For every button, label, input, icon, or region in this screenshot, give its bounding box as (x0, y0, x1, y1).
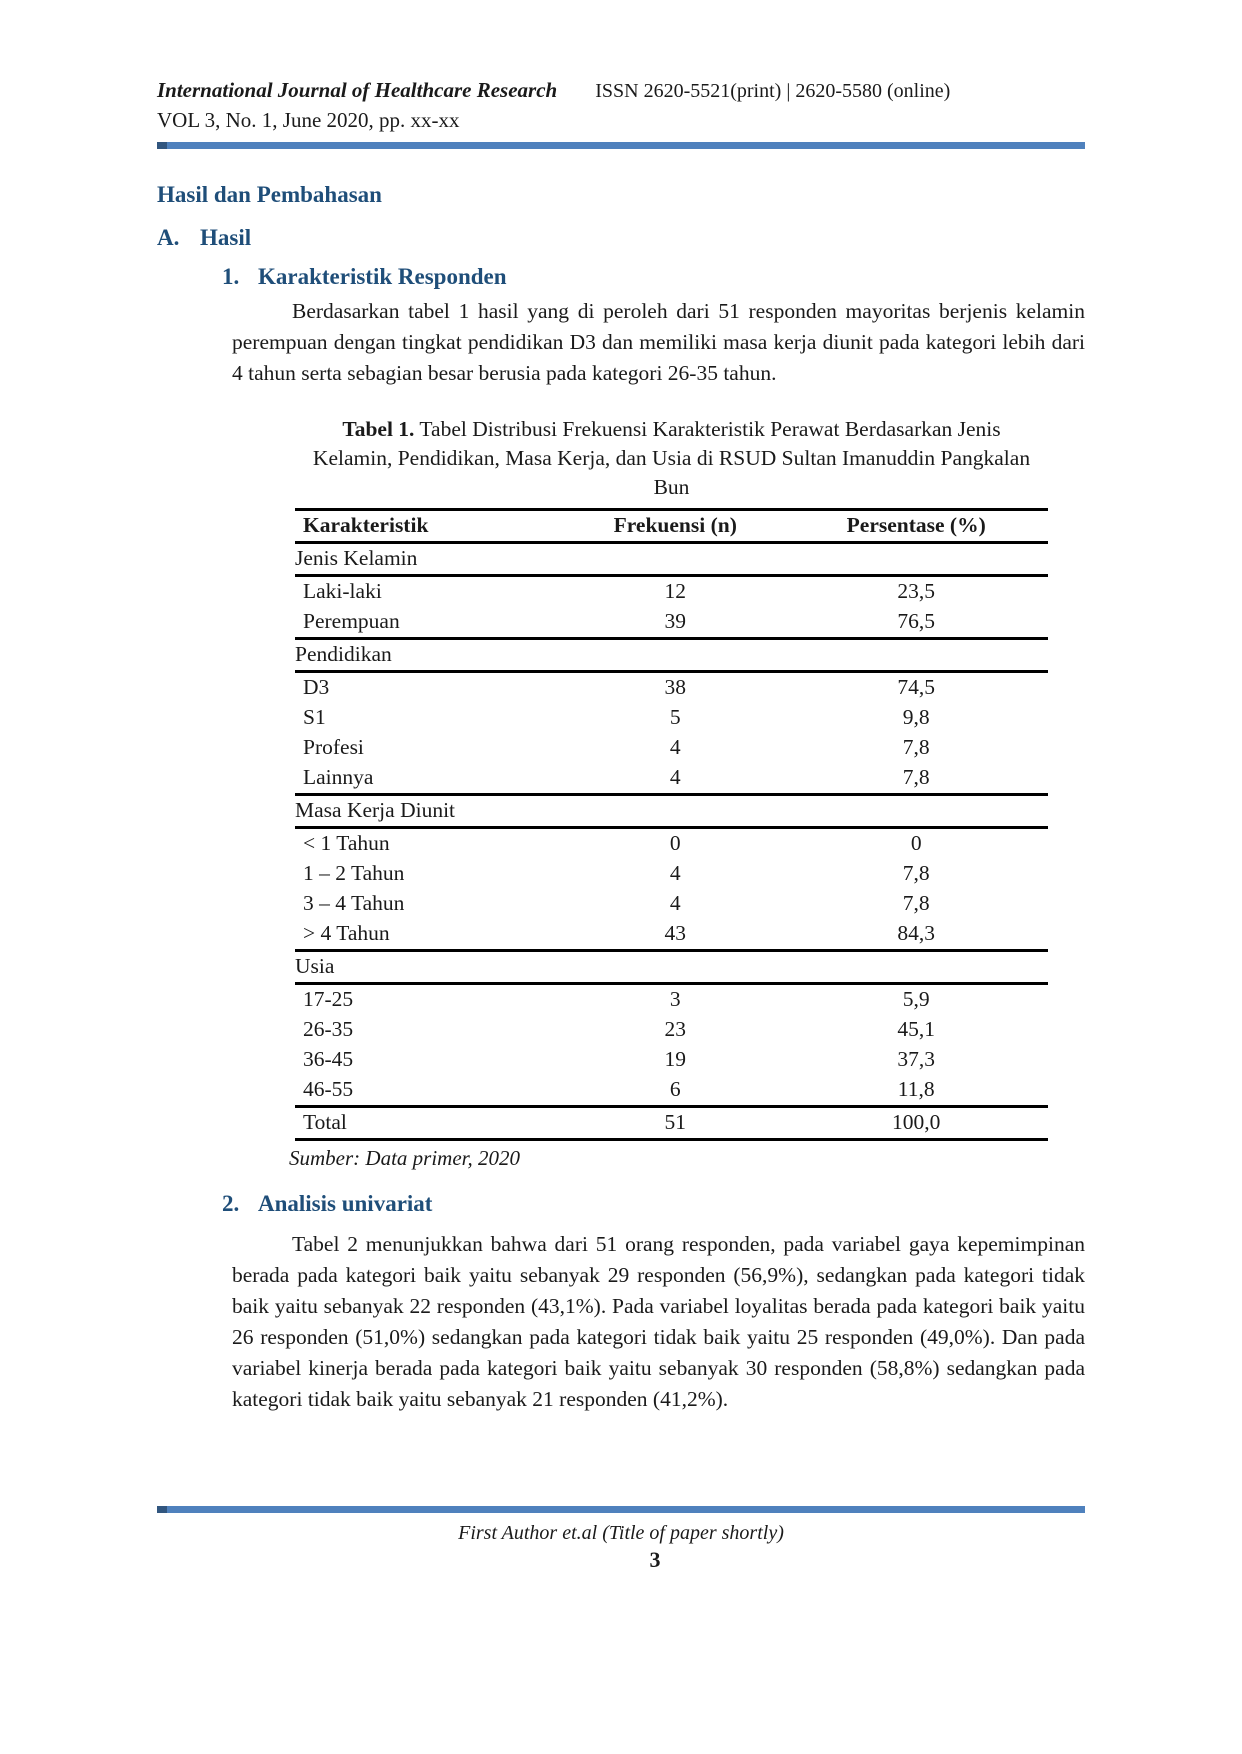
heading-1-number: 1. (222, 264, 240, 289)
footer-rule (157, 1506, 1085, 1513)
table-cell: 1 – 2 Tahun (303, 861, 405, 885)
table-cell: Lainnya (303, 765, 374, 789)
table-cell: 9,8 (902, 705, 930, 729)
issn-text: ISSN 2620-5521(print) | 2620-5580 (online) (595, 80, 951, 102)
journal-title: International Journal of Healthcare Research (157, 78, 558, 102)
table-total-row (295, 1107, 1048, 1140)
table-cell: 36-45 (303, 1047, 354, 1071)
table-cell: 51 (566, 1107, 784, 1140)
table-row (295, 1075, 1048, 1107)
table-cell: 4 (669, 891, 681, 915)
table-section-row (295, 951, 1048, 984)
table-cell: Laki-laki (303, 579, 382, 603)
table-cell: 3 – 4 Tahun (303, 891, 405, 915)
table-row (295, 889, 1048, 919)
table1-source: Sumber: Data primer, 2020 (289, 1146, 520, 1170)
header-rule (157, 142, 1085, 149)
table-cell: 0 (669, 831, 681, 855)
table-cell: 19 (664, 1047, 686, 1071)
table-row (295, 919, 1048, 951)
table-cell: 100,0 (784, 1107, 1048, 1140)
heading-a-hasil (157, 225, 1085, 251)
table-cell: Total (295, 1107, 566, 1140)
table-row (295, 576, 1048, 608)
table1-head (295, 510, 1048, 543)
table-row (295, 828, 1048, 860)
table1-block (289, 415, 1048, 1171)
table-cell: 4 (669, 765, 681, 789)
table-row (295, 703, 1048, 733)
table-cell: 23 (664, 1017, 686, 1041)
table-cell: 76,5 (897, 609, 936, 633)
col-persentase: Persentase (%) (784, 510, 1048, 543)
table-section-label: Masa Kerja Diunit (295, 795, 1048, 828)
table-section-label: Usia (295, 951, 1048, 984)
table1-header-row (295, 510, 1048, 543)
table-cell: 17-25 (303, 987, 354, 1011)
table-cell: < 1 Tahun (303, 831, 390, 855)
running-title: First Author et.al (Title of paper shortly) (458, 1522, 784, 1544)
table-cell: 7,8 (902, 861, 930, 885)
table-cell: 26-35 (303, 1017, 354, 1041)
table1-caption-text: Tabel Distribusi Frekuensi Karakteristik Perawat Berdasarkan Jenis Kelamin, Pendidikan, Masa Kerja, dan Usia di RSUD Sultan Imanuddin Pangkalan Bun (312, 417, 1031, 499)
table-cell: 4 (669, 861, 681, 885)
table-row (295, 607, 1048, 639)
table-cell: 46-55 (303, 1077, 354, 1101)
table-cell: S1 (303, 705, 326, 729)
table-row (295, 672, 1048, 704)
table1-caption-label: Tabel 1. (342, 417, 415, 441)
table-cell: 7,8 (902, 735, 930, 759)
table-section-row (295, 795, 1048, 828)
table-row (295, 1045, 1048, 1075)
table-cell: Profesi (303, 735, 364, 759)
table-cell: 6 (669, 1077, 681, 1101)
table-cell: Perempuan (303, 609, 400, 633)
paragraph-analisis-univariat: Tabel 2 menunjukkan bahwa dari 51 orang responden, pada variabel gaya kepemimpinan berada pada kategori baik yaitu sebanyak 29 responden (56,9%), sedangkan pada kategori tidak baik yaitu sebanyak 22 responden (43,1%). Pada variabel loyalitas berada pada kategori baik yaitu 26 responden (51,0%) sedangkan pada kategori tidak baik yaitu 25 responden (49,0%). Dan pada variabel kinerja berada pada kategori baik yaitu sebanyak 30 responden (58,8%) sedangkan pada kategori tidak baik yaitu sebanyak 21 responden (41,2%). (232, 1232, 1085, 1411)
table1-body (295, 543, 1048, 1140)
page-header (157, 78, 1085, 149)
table-cell: 7,8 (902, 891, 930, 915)
page-footer (157, 1506, 1085, 1573)
heading-1-karakteristik (157, 264, 1085, 290)
col-karakteristik: Karakteristik (295, 510, 566, 543)
volume-info: VOL 3, No. 1, June 2020, pp. xx-xx (157, 108, 460, 132)
heading-2-label: Analisis univariat (258, 1191, 433, 1216)
heading-1-label: Karakteristik Responden (258, 264, 507, 289)
table-cell: 43 (664, 921, 686, 945)
table1-caption (310, 415, 1034, 502)
table-section-label: Pendidikan (295, 639, 1048, 672)
table-cell: D3 (303, 675, 330, 699)
heading-2-number: 2. (222, 1191, 240, 1216)
table-cell: 74,5 (897, 675, 936, 699)
table-row (295, 859, 1048, 889)
table-cell: 45,1 (897, 1017, 936, 1041)
table-section-row (295, 543, 1048, 576)
table-cell: 7,8 (902, 765, 930, 789)
table-cell: 4 (669, 735, 681, 759)
table-section-label: Jenis Kelamin (295, 543, 1048, 576)
table1 (295, 508, 1048, 1141)
heading-a-number: A. (157, 225, 180, 250)
table-cell: 12 (664, 579, 686, 603)
table-cell: 37,3 (897, 1047, 936, 1071)
table-cell: 39 (664, 609, 686, 633)
heading-a-label: Hasil (200, 225, 252, 250)
table-row (295, 984, 1048, 1016)
table-section-row (295, 639, 1048, 672)
table-row (295, 763, 1048, 795)
table-cell: 84,3 (897, 921, 936, 945)
page-number: 3 (649, 1547, 661, 1572)
table-cell: 38 (664, 675, 686, 699)
table-row (295, 733, 1048, 763)
paragraph-karakteristik: Berdasarkan tabel 1 hasil yang di peroleh dari 51 responden mayoritas berjenis kelamin perempuan dengan tingkat pendidikan D3 dan memiliki masa kerja diunit pada kategori lebih dari 4 tahun serta sebagian besar berusia pada kategori 26-35 tahun. (232, 299, 1085, 385)
table-cell: 11,8 (897, 1077, 935, 1101)
heading-hasil-dan-pembahasan: Hasil dan Pembahasan (157, 182, 382, 207)
table-cell: 5,9 (902, 987, 930, 1011)
heading-2-analisis-univariat (157, 1191, 1085, 1217)
table-row (295, 1015, 1048, 1045)
table-cell: 23,5 (897, 579, 936, 603)
table-cell: > 4 Tahun (303, 921, 390, 945)
table-cell: 0 (910, 831, 922, 855)
table-cell: 3 (669, 987, 681, 1011)
table-cell: 5 (669, 705, 681, 729)
col-frekuensi: Frekuensi (n) (566, 510, 784, 543)
